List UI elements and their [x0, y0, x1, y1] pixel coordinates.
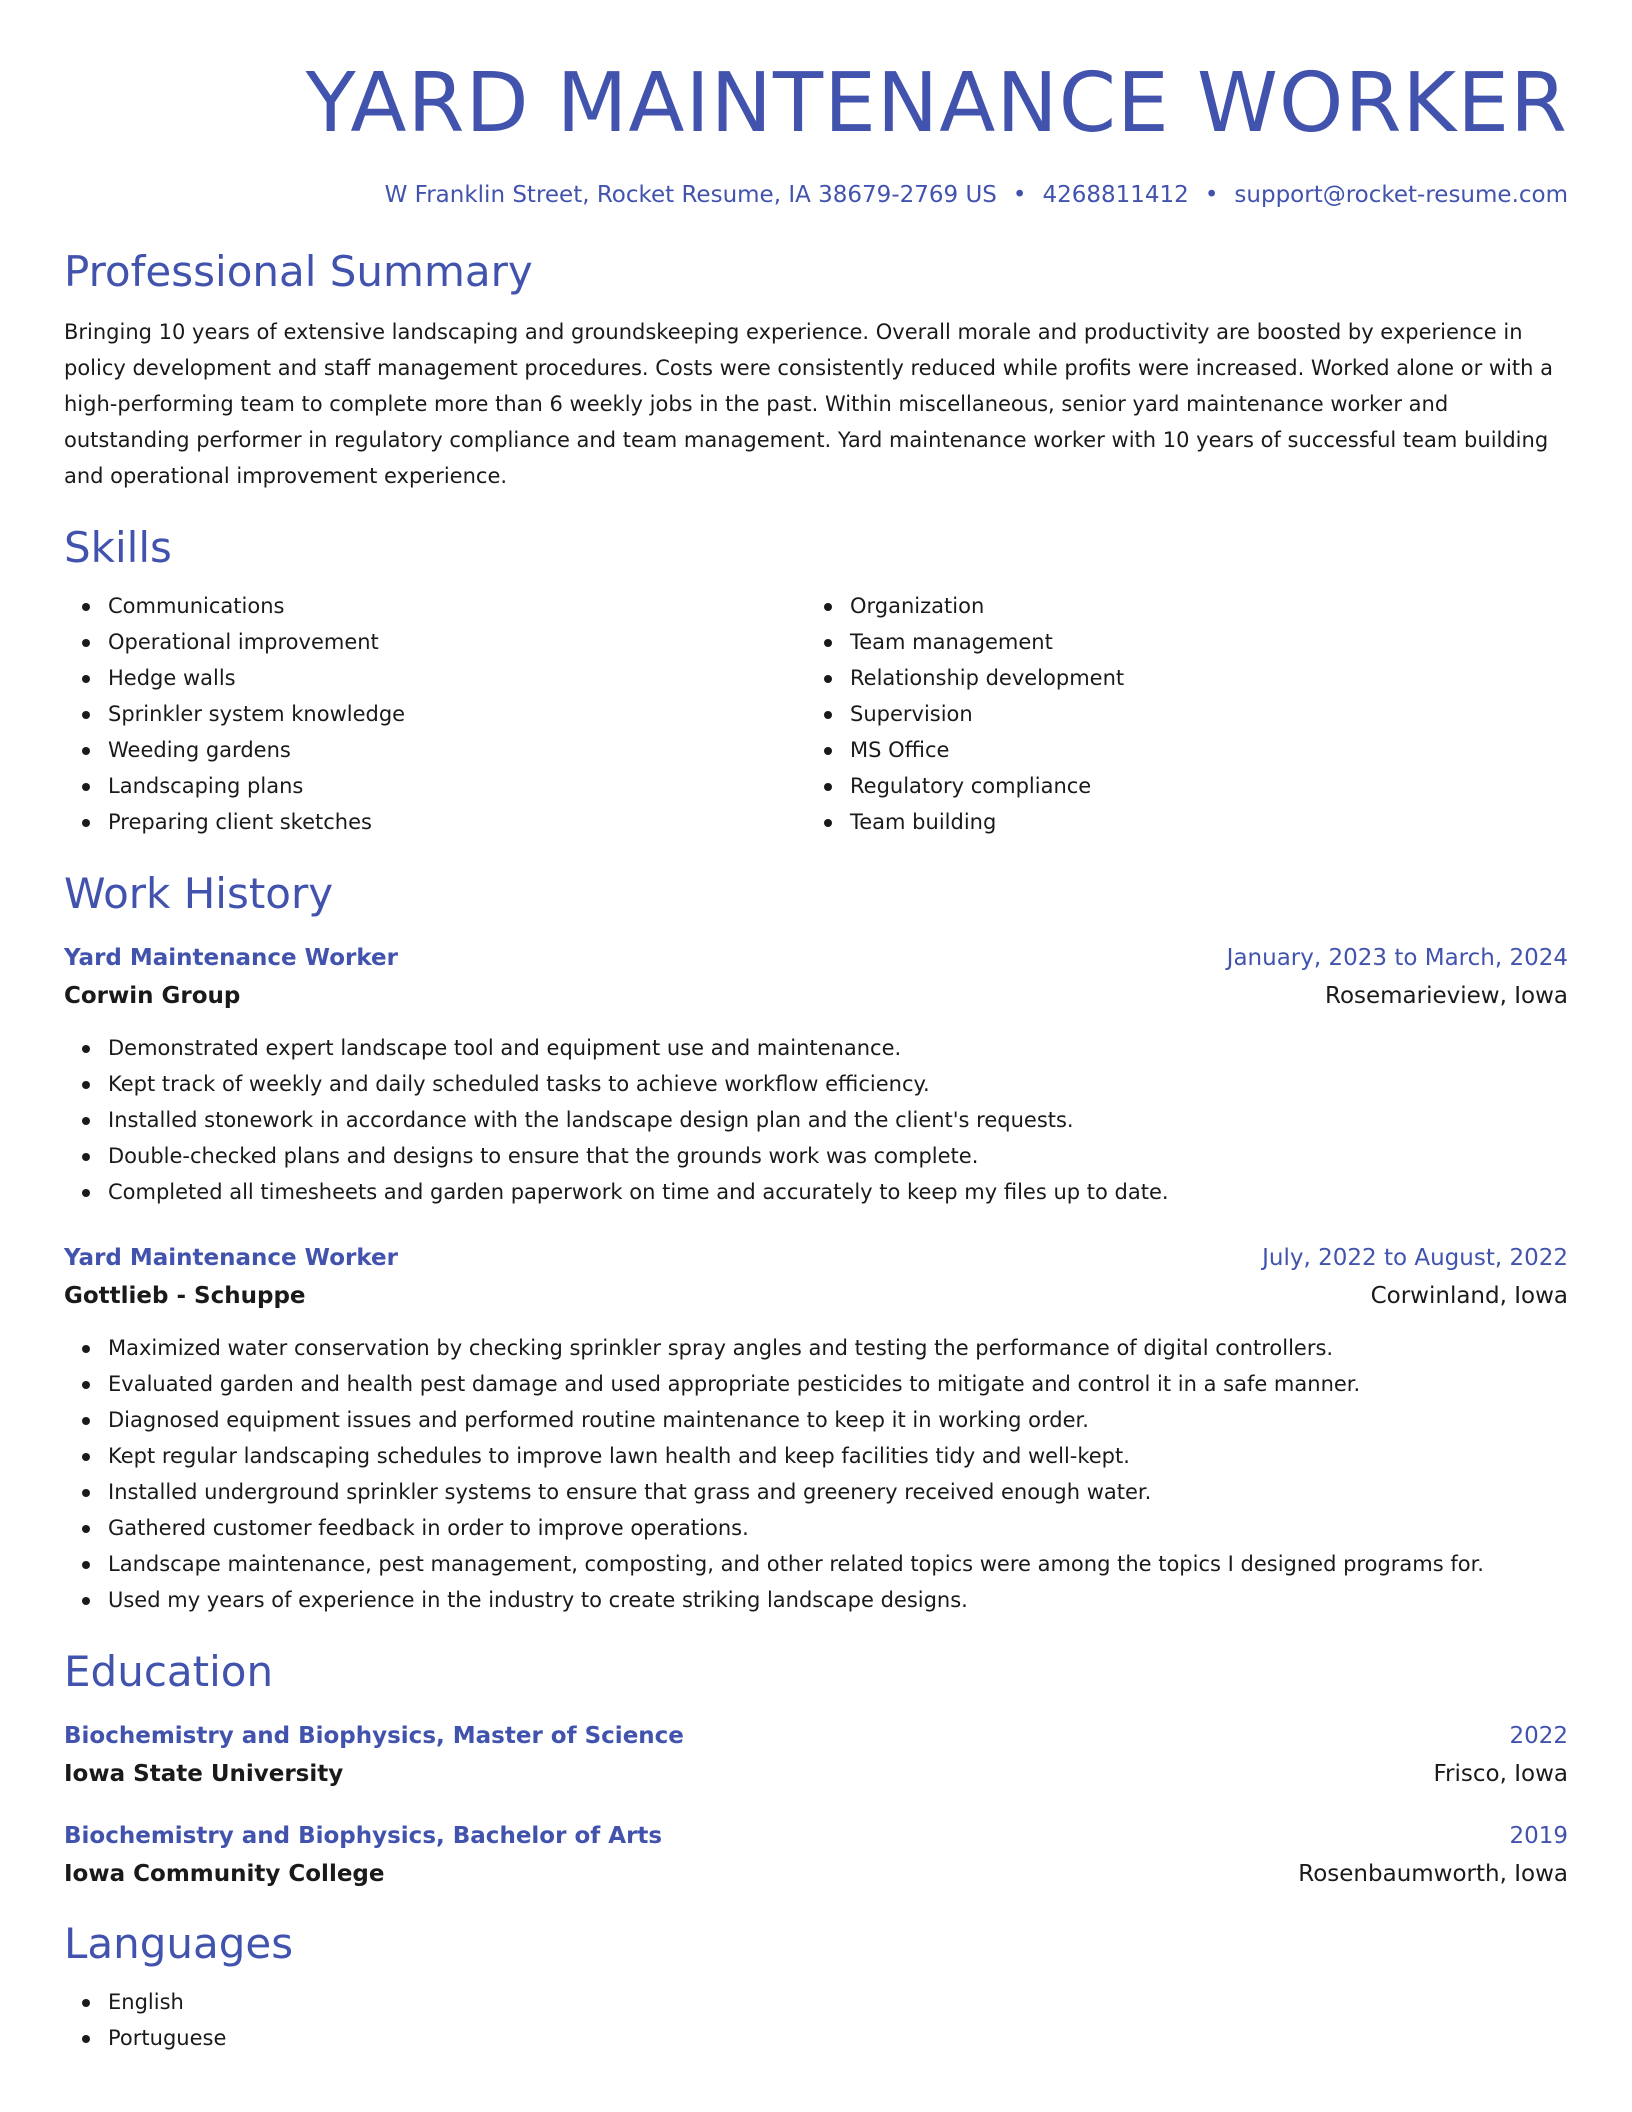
skill-item: Regulatory compliance — [850, 768, 1548, 804]
skills-grid — [64, 588, 1568, 840]
skill-item: Sprinkler system knowledge — [108, 696, 806, 732]
job-location: Corwinland, Iowa — [1370, 1283, 1568, 1309]
job-entry — [64, 942, 1568, 1210]
skills-column-right — [806, 588, 1548, 840]
school-row — [64, 1752, 1568, 1790]
languages-list — [64, 1984, 1568, 2056]
skill-item: Hedge walls — [108, 660, 806, 696]
skill-item: Communications — [108, 588, 806, 624]
skill-item: Weeding gardens — [108, 732, 806, 768]
summary-section — [64, 246, 1568, 494]
work-history-heading: Work History — [64, 869, 334, 918]
skill-item: Organization — [850, 588, 1548, 624]
job-bullet: Kept track of weekly and daily scheduled tasks to achieve workflow efficiency. — [108, 1066, 1568, 1102]
skill-item: Supervision — [850, 696, 1548, 732]
school-location: Rosenbaumworth, Iowa — [1298, 1861, 1568, 1887]
job-bullet: Used my years of experience in the industry to create striking landscape designs. — [108, 1582, 1568, 1618]
job-dates: January, 2023 to March, 2024 — [1226, 945, 1568, 971]
job-title: Yard Maintenance Worker — [64, 1245, 398, 1271]
contact-email: support@rocket-resume.com — [1234, 182, 1568, 208]
education-section — [64, 1646, 1568, 1890]
education-heading: Education — [64, 1647, 274, 1696]
job-entry — [64, 1242, 1568, 1618]
job-bullets — [64, 1030, 1568, 1210]
work-history-section — [64, 868, 1568, 1618]
skills-column-left — [64, 588, 806, 840]
skills-section — [64, 522, 1568, 840]
contact-separator: • — [1204, 182, 1219, 208]
job-bullet: Diagnosed equipment issues and performed routine maintenance to keep it in working order. — [108, 1402, 1568, 1438]
summary-text: Bringing 10 years of extensive landscaping and groundskeeping experience. Overall morale and productivity are boosted by experience in policy development and staff management procedures. Costs were consistently reduced while profits were increased. Worked alone or with a high-performing team to complete more than 6 weekly jobs in the past. Within miscellaneous, senior yard maintenance worker and outstanding performer in regulatory compliance and team management. Yard maintenance worker with 10 years of successful team building and operational improvement experience. — [64, 320, 1553, 488]
resume-header — [64, 56, 1568, 210]
degree-name: Biochemistry and Biophysics, Master of Science — [64, 1723, 684, 1749]
job-company: Corwin Group — [64, 983, 241, 1009]
degree-year: 2022 — [1509, 1723, 1568, 1749]
school-name: Iowa State University — [64, 1761, 344, 1787]
job-bullet: Installed underground sprinkler systems to ensure that grass and greenery received enough water. — [108, 1474, 1568, 1510]
degree-year: 2019 — [1509, 1823, 1568, 1849]
job-bullet: Gathered customer feedback in order to improve operations. — [108, 1510, 1568, 1546]
job-bullet: Completed all timesheets and garden paperwork on time and accurately to keep my files up to date. — [108, 1174, 1568, 1210]
skill-item: Relationship development — [850, 660, 1548, 696]
skill-item: Team building — [850, 804, 1548, 840]
job-bullet: Landscape maintenance, pest management, composting, and other related topics were among the topics I designed programs for. — [108, 1546, 1568, 1582]
job-company: Gottlieb - Schuppe — [64, 1283, 306, 1309]
job-title-row — [64, 942, 1568, 974]
skill-item: Operational improvement — [108, 624, 806, 660]
skill-item: Team management — [850, 624, 1548, 660]
job-dates: July, 2022 to August, 2022 — [1262, 1245, 1568, 1271]
job-bullet: Installed stonework in accordance with the landscape design plan and the client's requests. — [108, 1102, 1568, 1138]
contact-separator: • — [1012, 182, 1027, 208]
job-company-row — [64, 974, 1568, 1012]
skill-item: Landscaping plans — [108, 768, 806, 804]
candidate-name: YARD MAINTENANCE WORKER — [305, 56, 1568, 151]
job-bullet: Double-checked plans and designs to ensure that the grounds work was complete. — [108, 1138, 1568, 1174]
language-item: Portuguese — [108, 2020, 1568, 2056]
job-bullet: Kept regular landscaping schedules to improve lawn health and keep facilities tidy and well-kept. — [108, 1438, 1568, 1474]
job-company-row — [64, 1274, 1568, 1312]
skills-heading: Skills — [64, 523, 172, 572]
degree-row — [64, 1820, 1568, 1852]
job-bullet: Demonstrated expert landscape tool and equipment use and maintenance. — [108, 1030, 1568, 1066]
school-location: Frisco, Iowa — [1433, 1761, 1568, 1787]
contact-line — [64, 180, 1568, 210]
job-bullet: Maximized water conservation by checking sprinkler spray angles and testing the performance of digital controllers. — [108, 1330, 1568, 1366]
job-bullets — [64, 1330, 1568, 1618]
degree-name: Biochemistry and Biophysics, Bachelor of Arts — [64, 1823, 663, 1849]
school-row — [64, 1852, 1568, 1890]
languages-heading: Languages — [64, 1919, 294, 1968]
education-entry — [64, 1720, 1568, 1790]
contact-phone: 4268811412 — [1042, 182, 1189, 208]
degree-row — [64, 1720, 1568, 1752]
language-item: English — [108, 1984, 1568, 2020]
job-title: Yard Maintenance Worker — [64, 945, 398, 971]
skill-item: MS Office — [850, 732, 1548, 768]
school-name: Iowa Community College — [64, 1861, 385, 1887]
job-location: Rosemarieview, Iowa — [1325, 983, 1568, 1009]
contact-address: W Franklin Street, Rocket Resume, IA 38679-2769 US — [384, 182, 997, 208]
summary-heading: Professional Summary — [64, 247, 533, 296]
job-title-row — [64, 1242, 1568, 1274]
skill-item: Preparing client sketches — [108, 804, 806, 840]
job-bullet: Evaluated garden and health pest damage and used appropriate pesticides to mitigate and control it in a safe manner. — [108, 1366, 1568, 1402]
languages-section — [64, 1918, 1568, 2056]
education-entry — [64, 1820, 1568, 1890]
